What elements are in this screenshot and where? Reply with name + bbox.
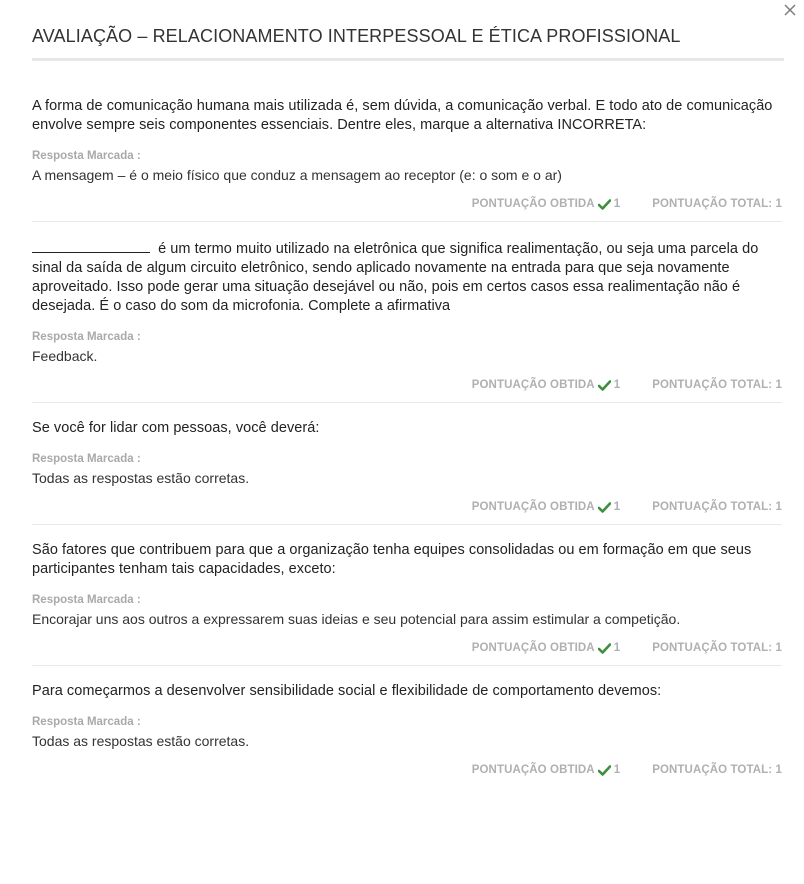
- question-item: [32, 682, 782, 777]
- question-item: [32, 541, 782, 666]
- score-obtained-value: 1: [613, 379, 621, 391]
- close-button[interactable]: [782, 2, 798, 18]
- question-separator: [32, 524, 782, 525]
- question-text: [32, 238, 782, 316]
- score-obtained-label: PONTUAÇÃO OBTIDA: [471, 764, 595, 776]
- score-obtained-value: 1: [613, 501, 621, 513]
- score-row: [32, 197, 782, 211]
- answer-label: Resposta Marcada :: [32, 453, 141, 465]
- question-item: [32, 97, 782, 222]
- score-row: [32, 763, 782, 777]
- score-obtained-label: PONTUAÇÃO OBTIDA: [471, 379, 595, 391]
- score-obtained-label: PONTUAÇÃO OBTIDA: [471, 198, 595, 210]
- question-text-body: é um termo muito utilizado na eletrônica que significa realimentação, ou seja uma parcela do sinal da saída de algum circuito eletrônico, sendo aplicado novamente na entrada para que seja novamente aproveitado. Isso pode gerar uma situação desejável ou não, pois em certos casos essa realimentação não é desejada. É o caso do som da microfonia. Complete a afirmativa: [32, 241, 759, 314]
- score-obtained-label: PONTUAÇÃO OBTIDA: [471, 642, 595, 654]
- check-icon: [598, 502, 611, 513]
- score-total: [652, 378, 782, 392]
- answer-label: Resposta Marcada :: [32, 716, 141, 728]
- score-total-value: 1: [775, 198, 782, 210]
- score-total-value: 1: [775, 764, 782, 776]
- score-obtained-value: 1: [613, 642, 621, 654]
- question-text: Se você for lidar com pessoas, você deverá:: [32, 420, 320, 436]
- question-text: Para começarmos a desenvolver sensibilidade social e flexibilidade de comportamento devemos:: [32, 683, 662, 699]
- score-row: [32, 500, 782, 514]
- question-separator: [32, 221, 782, 222]
- score-total: [652, 763, 782, 777]
- score-obtained-label: PONTUAÇÃO OBTIDA: [471, 501, 595, 513]
- score-total-value: 1: [775, 642, 782, 654]
- score-total: [652, 641, 782, 655]
- score-obtained-value: 1: [613, 198, 621, 210]
- answer-label: Resposta Marcada :: [32, 331, 141, 343]
- score-total-value: 1: [775, 501, 782, 513]
- score-obtained: [472, 641, 620, 655]
- score-obtained: [472, 763, 620, 777]
- question-separator: [32, 665, 782, 666]
- questions-list: [32, 97, 782, 777]
- score-total-label: PONTUAÇÃO TOTAL:: [652, 198, 773, 210]
- answer-text: Todas as respostas estão corretas.: [32, 733, 250, 749]
- score-obtained: [472, 197, 620, 211]
- answer-label: Resposta Marcada :: [32, 594, 141, 606]
- answer-text: A mensagem – é o meio físico que conduz a mensagem ao receptor (e: o som e o ar): [32, 167, 562, 183]
- title-divider: [32, 58, 784, 61]
- check-icon: [598, 643, 611, 654]
- score-total: [652, 500, 782, 514]
- answer-text: Encorajar uns aos outros a expressarem suas ideias e seu potencial para assim estimular a competição.: [32, 611, 681, 627]
- fill-in-blank: [32, 238, 150, 253]
- question-separator: [32, 402, 782, 403]
- question-text: São fatores que contribuem para que a organização tenha equipes consolidadas ou em formação em que seus participantes tenham tais capacidades, exceto:: [32, 542, 752, 577]
- question-item: [32, 419, 782, 525]
- close-icon[interactable]: [782, 2, 798, 18]
- modal-title: AVALIAÇÃO – RELACIONAMENTO INTERPESSOAL E ÉTICA PROFISSIONAL: [32, 26, 681, 46]
- score-total: [652, 197, 782, 211]
- score-row: [32, 641, 782, 655]
- score-row: [32, 378, 782, 392]
- score-obtained-value: 1: [613, 764, 621, 776]
- score-obtained: [472, 378, 620, 392]
- check-icon: [598, 199, 611, 210]
- score-total-label: PONTUAÇÃO TOTAL:: [652, 642, 773, 654]
- answer-label: Resposta Marcada :: [32, 150, 141, 162]
- score-total-label: PONTUAÇÃO TOTAL:: [652, 764, 773, 776]
- question-text: A forma de comunicação humana mais utilizada é, sem dúvida, a comunicação verbal. E todo ato de comunicação envolve sempre seis componentes essenciais. Dentre eles, marque a alternativa INCORRETA:: [32, 98, 773, 133]
- score-obtained: [472, 500, 620, 514]
- check-icon: [598, 380, 611, 391]
- score-total-value: 1: [775, 379, 782, 391]
- question-item: [32, 238, 782, 403]
- answer-text: Todas as respostas estão corretas.: [32, 470, 250, 486]
- answer-text: Feedback.: [32, 348, 98, 364]
- score-total-label: PONTUAÇÃO TOTAL:: [652, 379, 773, 391]
- check-icon: [598, 765, 611, 776]
- score-total-label: PONTUAÇÃO TOTAL:: [652, 501, 773, 513]
